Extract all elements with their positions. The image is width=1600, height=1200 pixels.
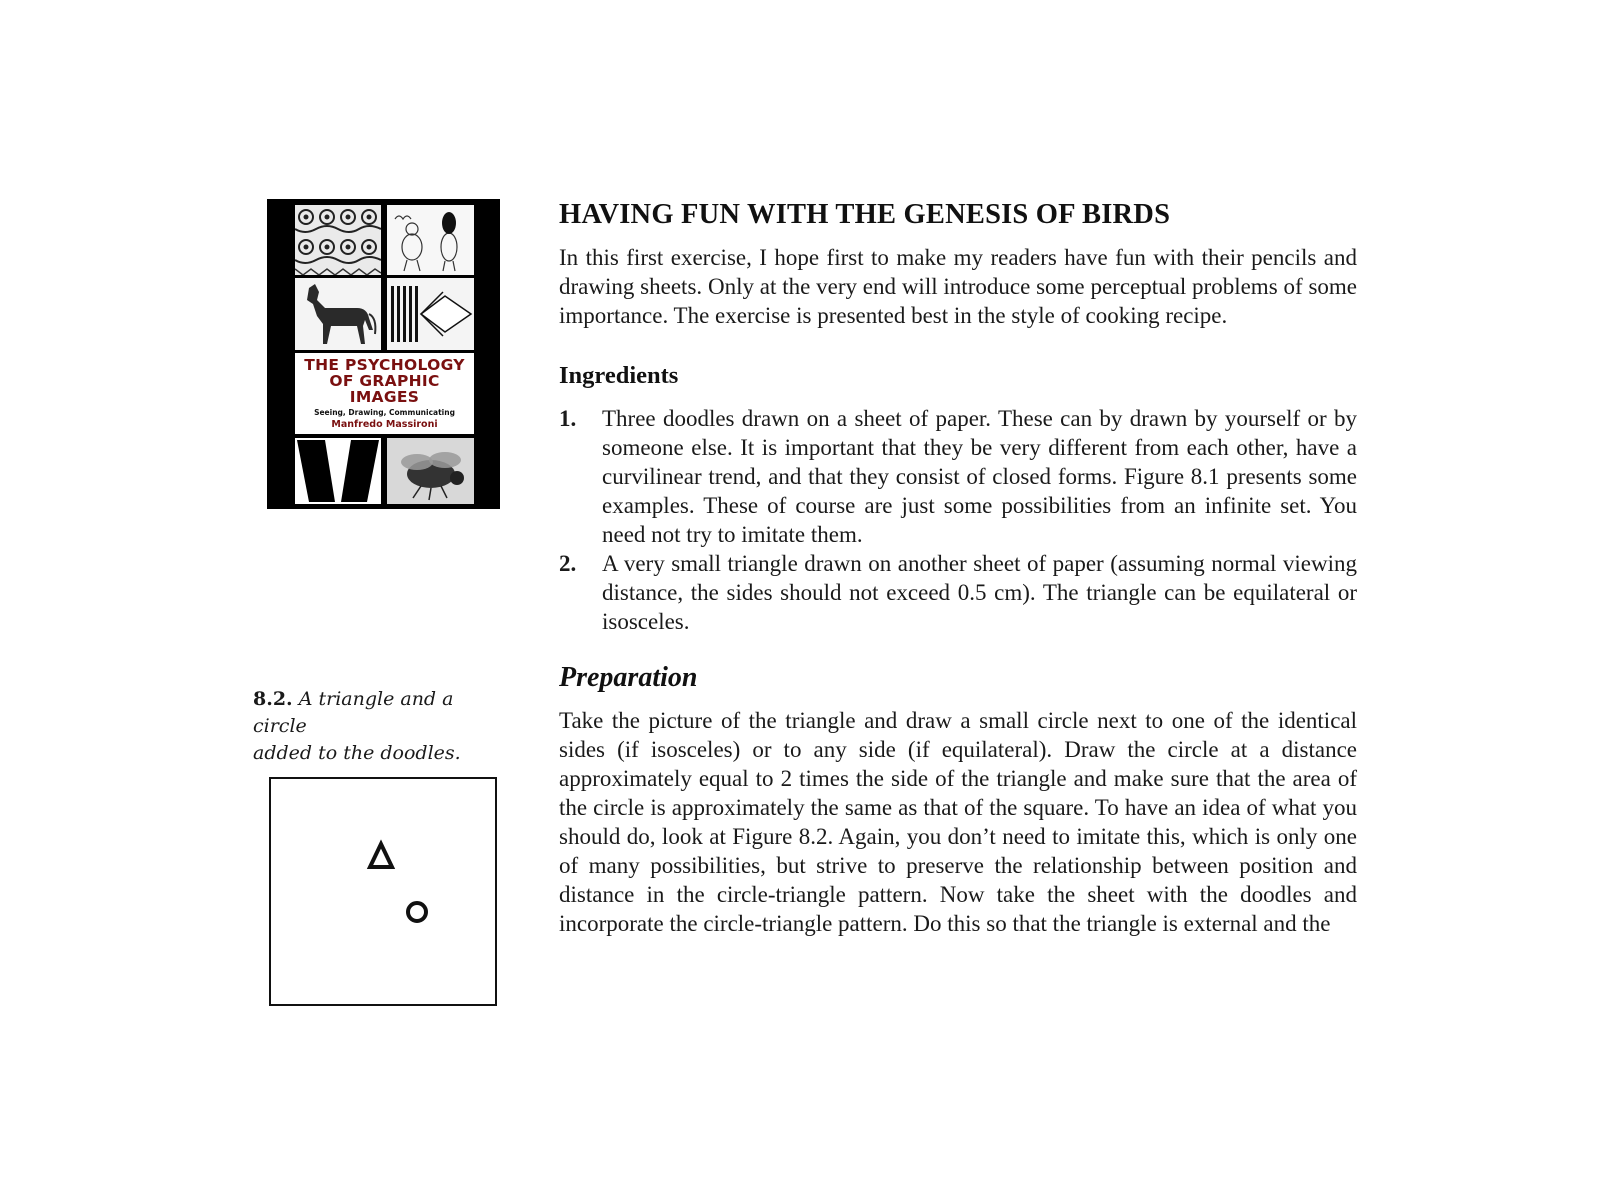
figure-caption xyxy=(253,686,513,767)
cover-illusion-image xyxy=(387,278,474,350)
cover-title-block xyxy=(295,353,474,434)
figure-caption-text-line1: A triangle and a circle xyxy=(253,688,454,737)
list-item xyxy=(559,404,1357,549)
cover-fly-image xyxy=(387,438,474,504)
cover-trapezoid-image xyxy=(295,438,381,504)
list-item xyxy=(559,549,1357,636)
cover-title-line: OF GRAPHIC xyxy=(329,372,440,390)
book-cover xyxy=(267,199,500,509)
article xyxy=(559,195,1357,938)
list-item-text: A very small triangle drawn on another sheet of paper (assuming normal viewing distance, the sides should not exceed 0.5 cm). The triangle can be equilateral or isosceles. xyxy=(602,551,1357,634)
figure-number: 8.2. xyxy=(253,688,293,710)
article-title: HAVING FUN WITH THE GENESIS OF BIRDS xyxy=(559,199,1171,230)
cover-figures-image xyxy=(387,205,474,275)
ingredients-list xyxy=(559,404,1357,636)
ingredients-heading: Ingredients xyxy=(559,362,679,389)
list-item-number: 2. xyxy=(559,551,577,576)
intro-paragraph: In this first exercise, I hope first to make my readers have fun with their pencils and drawing sheets. Only at the very end will introduce some perceptual problems of some importance. The exercise is presented best in the style of cooking recipe. xyxy=(559,245,1357,328)
cover-horse-image xyxy=(295,278,381,350)
figure-caption-text-line2: added to the doodles. xyxy=(253,742,461,764)
list-item-number: 1. xyxy=(559,406,577,431)
circle-shape xyxy=(408,903,426,921)
cover-subtitle: Seeing, Drawing, Communicating xyxy=(314,408,455,417)
figure-triangle-circle xyxy=(269,777,497,1006)
triangle-shape xyxy=(370,844,392,867)
cover-title-line: THE PSYCHOLOGY xyxy=(304,356,465,374)
cover-pattern-image xyxy=(295,205,381,275)
preparation-paragraph: Take the picture of the triangle and draw a small circle next to one of the identical sides (if isosceles) or to any side (if equilateral). Draw the circle at a distance approximately equal to 2 times the side of the triangle and make sure that the area of the circle is approximately the same as that of the square. To have an idea of what you should do, look at Figure 8.2. Again, you don’t need to imitate this, which is only one of many possibilities, but strive to preserve the relationship between position and distance in the circle-triangle pattern. Now take the sheet with the doodles and incorporate the circle-triangle pattern. Do this so that the triangle is external and the xyxy=(559,708,1357,936)
preparation-heading: Preparation xyxy=(559,662,698,693)
cover-author: Manfredo Massironi xyxy=(331,419,438,430)
list-item-text: Three doodles drawn on a sheet of paper. These can by drawn by yourself or by someone else. It is important that they be very different from each other, have a curvilinear trend, and that they consist of closed forms. Figure 8.1 presents some examples. These of course are just some possibilities from an infinite set. You need not try to imitate them. xyxy=(602,406,1357,547)
cover-title-line: IMAGES xyxy=(349,388,420,406)
